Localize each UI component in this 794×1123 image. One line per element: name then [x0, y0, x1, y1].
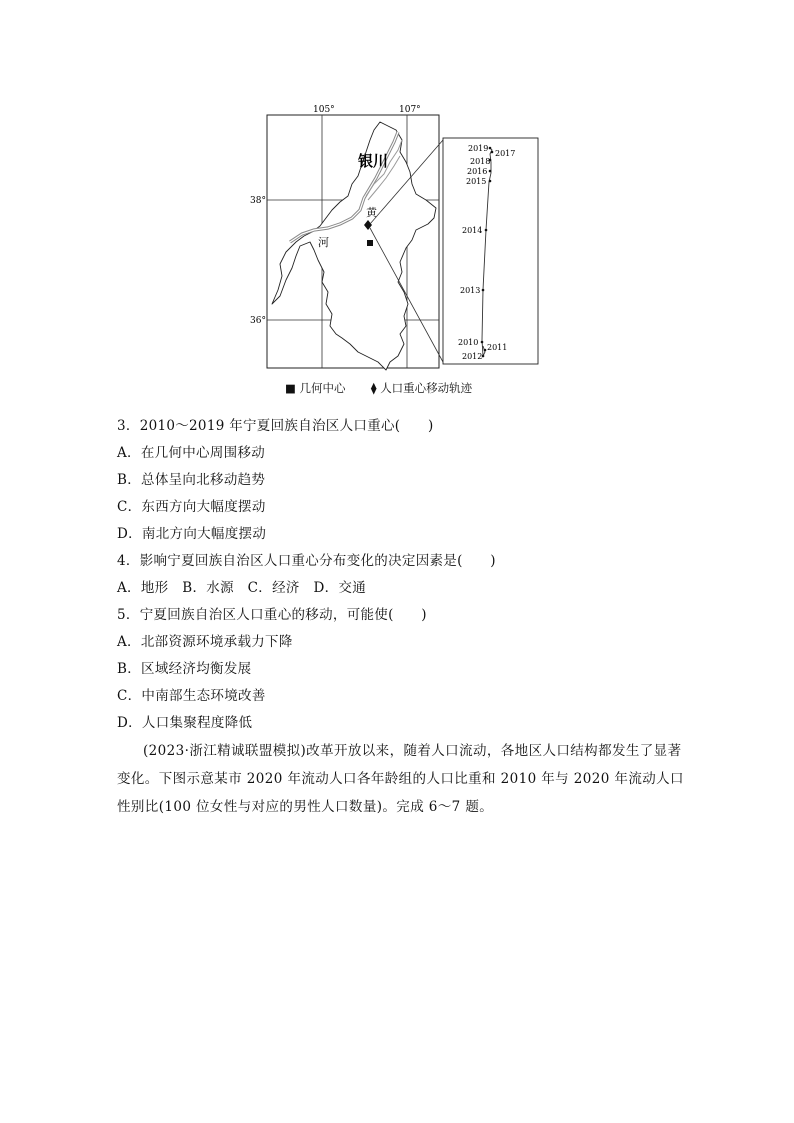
track-point-2015 [489, 180, 492, 183]
question-4-options[interactable]: A．地形 B．水源 C．经济 D．交通 [117, 580, 367, 596]
question-3-option-c[interactable]: C．东西方向大幅度摆动 [117, 499, 266, 515]
question-5-option-c[interactable]: C．中南部生态环境改善 [117, 688, 266, 704]
question-5-option-b[interactable]: B．区域经济均衡发展 [117, 661, 252, 677]
ningxia-map-figure [240, 100, 550, 400]
year-label-2016: 2016 [467, 167, 488, 176]
river-char-he: 河 [318, 236, 329, 249]
track-point-2010 [481, 341, 484, 344]
track-point-2019 [489, 147, 492, 150]
year-label-2019: 2019 [468, 144, 489, 153]
question-5-option-d[interactable]: D．人口集聚程度降低 [117, 715, 253, 731]
year-label-2015: 2015 [466, 177, 487, 186]
year-label-2011: 2011 [487, 343, 508, 352]
legend-track: 人口重心移动轨迹 [380, 381, 473, 395]
track-point-2017 [491, 151, 494, 154]
track-point-2014 [485, 229, 488, 232]
lat-label-36: 36° [250, 316, 266, 326]
legend-geo-center: 几何中心 [299, 381, 346, 395]
province-boundary [272, 122, 436, 370]
question-3-option-d[interactable]: D．南北方向大幅度摆动 [117, 526, 267, 542]
year-label-2010: 2010 [458, 338, 479, 347]
map-svg [240, 100, 550, 390]
river-char-huang: 黄 [366, 206, 377, 219]
year-label-2014: 2014 [462, 226, 483, 235]
diamond-icon: ⧫ [370, 381, 377, 395]
question-3-option-b[interactable]: B．总体呈向北移动趋势 [117, 472, 266, 488]
map-legend [285, 380, 472, 396]
intro-text: (2023·浙江精诚联盟模拟)改革开放以来，随着人口流动，各地区人口结构都发生了显著变化。下图示意某市 2020 年流动人口各年龄组的人口比重和 2010 年与 2020 年流动人口性别比(100 位女性与对应的男性人口数量)。完成 6～7 题。 [117, 743, 684, 815]
lat-label-38: 38° [250, 196, 266, 206]
square-icon: ■ [285, 381, 296, 395]
question-3-stem: 3．2010～2019 年宁夏回族自治区人口重心( ) [117, 418, 434, 434]
question-4-stem: 4．影响宁夏回族自治区人口重心分布变化的决定因素是( ) [117, 553, 496, 569]
lon-label-107: 107° [399, 105, 421, 115]
intro-paragraph [117, 737, 687, 821]
year-label-2018: 2018 [470, 157, 491, 166]
question-3-option-a[interactable]: A．在几何中心周围移动 [117, 445, 266, 461]
track-point-2013 [482, 289, 485, 292]
year-label-2012: 2012 [462, 352, 483, 361]
question-5-option-a[interactable]: A．北部资源环境承载力下降 [117, 634, 293, 650]
track-point-2011 [484, 349, 487, 352]
lon-label-105: 105° [313, 105, 335, 115]
question-5-stem: 5．宁夏回族自治区人口重心的移动，可能使( ) [117, 607, 427, 623]
year-label-2013: 2013 [460, 286, 481, 295]
track-point-2016 [489, 170, 492, 173]
city-label-yinchuan: 银川 [358, 152, 389, 170]
year-label-2017: 2017 [495, 149, 516, 158]
geometric-center-marker [367, 240, 373, 246]
